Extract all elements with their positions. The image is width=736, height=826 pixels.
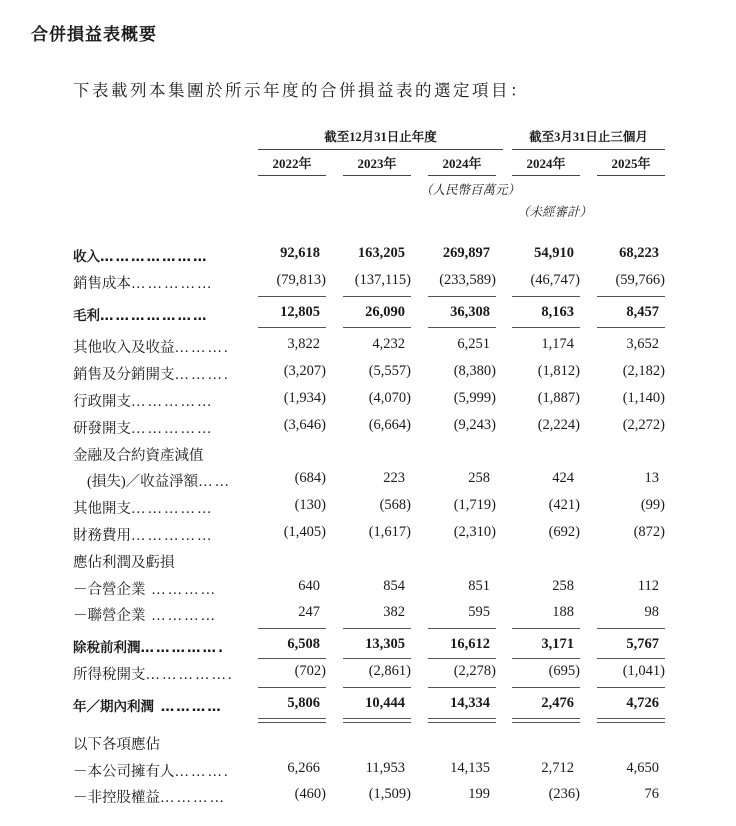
row-label-text: －非控股權益 [73,790,160,806]
table-row [73,604,673,628]
row-label [73,304,253,324]
subtotal-rule [343,327,411,328]
row-label [73,444,253,465]
cell-value: (2,278) [453,663,496,679]
row-label [73,636,253,656]
row-label [73,663,253,684]
table-row [73,524,673,548]
total-double-rule [343,718,411,723]
total-double-rule [597,718,665,723]
cell-value: 3,652 [626,336,659,352]
section-title: 合併損益表概要 [31,25,157,45]
cell-value: 8,163 [541,304,574,320]
leader-dots: …………… [131,528,214,544]
row-label-text: －合營企業 [73,582,146,598]
cell-value: (9,243) [453,417,496,433]
subtotal-rule [597,687,665,688]
cell-value: 68,223 [619,245,659,261]
row-label [73,760,253,781]
cell-value: (1,934) [283,390,326,406]
cell-value: 13,305 [365,636,405,652]
leader-dots: ……………. [140,640,226,656]
cell-value: 98 [644,604,659,620]
table-row [73,578,673,602]
leader-dots: ………… [145,582,218,598]
cell-value: (568) [379,497,411,513]
row-label-text: 所得稅開支 [73,667,146,683]
cell-value: (1,617) [368,524,411,540]
cell-value: 14,334 [450,695,490,711]
cell-value: 424 [552,470,574,486]
cell-value: 640 [298,578,320,594]
cell-value: 3,822 [287,336,320,352]
cell-value: 36,308 [450,304,490,320]
cell-value: 10,444 [365,695,405,711]
row-label [73,695,253,715]
subtotal-rule [597,658,665,659]
subtotal-rule [597,327,665,328]
row-label-text: 財務費用 [73,528,131,544]
cell-value: 223 [383,470,405,486]
row-label [73,336,253,357]
cell-value: 112 [637,578,659,594]
table-row [73,304,673,328]
table-row [73,695,673,719]
cell-value: (4,070) [368,390,411,406]
row-label [73,363,253,384]
row-label [73,524,253,545]
cell-value: 8,457 [626,304,659,320]
cell-value: (2,224) [537,417,580,433]
row-label-text: 收入 [73,249,100,265]
cell-value: 13 [644,470,659,486]
cell-value: 199 [468,786,490,802]
row-label [73,551,253,572]
cell-value: 92,618 [280,245,320,261]
leader-dots: …… [198,474,232,490]
row-label-text: 其他開支 [73,501,131,517]
row-label [73,578,253,599]
row-label [73,245,253,265]
cell-value: (2,182) [622,363,665,379]
total-double-rule [512,718,580,723]
column-header-2025-q1: 2025年 [597,153,665,176]
row-label-text: 除稅前利潤 [73,640,141,656]
header-group-quarter: 截至3月31日止三個月 [512,127,665,150]
cell-value: (6,664) [368,417,411,433]
cell-value: 11,953 [365,760,405,776]
subtotal-rule [512,687,580,688]
leader-dots: …………… [131,501,214,517]
table-row [73,760,673,784]
cell-value: 4,650 [626,760,659,776]
total-double-rule [258,718,326,723]
column-header-2024-q1: 2024年 [512,153,580,176]
cell-value: 5,767 [626,636,659,652]
cell-value: (233,589) [439,272,496,288]
cell-value: 5,806 [287,695,320,711]
cell-value: (684) [294,470,326,486]
cell-value: 3,171 [541,636,574,652]
cell-value: (3,207) [283,363,326,379]
subtotal-rule [428,327,496,328]
cell-value: (99) [640,497,665,513]
cell-value: 14,135 [450,760,490,776]
table-row [73,733,673,757]
cell-value: (8,380) [453,363,496,379]
row-label [73,390,253,411]
subtotal-rule [258,628,326,629]
cell-value: 269,897 [442,245,490,261]
table-row [73,551,673,575]
cell-value: (702) [294,663,326,679]
cell-value: (460) [294,786,326,802]
row-label [73,786,253,807]
leader-dots: ………………… [100,249,209,265]
cell-value: (1,719) [453,497,496,513]
subtotal-rule [343,296,411,297]
subtotal-rule [343,658,411,659]
row-label-text: －本公司擁有人 [73,764,175,780]
row-label-text: 其他收入及收益 [73,340,175,356]
cell-value: 247 [298,604,320,620]
table-row [73,636,673,660]
header-group-year: 截至12月31日止年度 [258,127,503,150]
subtotal-rule [512,327,580,328]
cell-value: 76 [644,786,659,802]
cell-value: 595 [468,604,490,620]
table-row [73,245,673,269]
leader-dots: ………… [160,790,226,806]
row-label-text: (損失)／收益淨額 [87,474,199,490]
leader-dots: ………… [145,608,218,624]
table-row [73,272,673,296]
cell-value: 258 [468,470,490,486]
row-label [73,497,253,518]
cell-value: 6,251 [457,336,490,352]
row-label-text: 以下各項應佔 [73,737,160,753]
leader-dots: ………. [174,367,230,383]
subtotal-rule [428,658,496,659]
cell-value: 382 [383,604,405,620]
subtotal-rule [343,628,411,629]
table-row [73,444,673,468]
cell-value: (1,140) [622,390,665,406]
subtotal-rule [597,296,665,297]
cell-value: 188 [552,604,574,620]
cell-value: (5,999) [453,390,496,406]
table-row [73,390,673,414]
cell-value: (1,887) [537,390,580,406]
leader-dots: …………… [131,276,214,292]
cell-value: 2,712 [541,760,574,776]
table-row [73,363,673,387]
cell-value: 54,910 [534,245,574,261]
table-row [73,417,673,441]
currency-unit-note: （人民幣百萬元） [420,183,521,197]
table-row [73,786,673,810]
cell-value: 6,266 [287,760,320,776]
table-row [73,336,673,360]
subtotal-rule [597,628,665,629]
cell-value: 4,232 [372,336,405,352]
subtotal-rule [512,296,580,297]
cell-value: (59,766) [615,272,665,288]
total-double-rule [428,718,496,723]
subtotal-rule [258,658,326,659]
row-label-text: －聯營企業 [73,608,146,624]
row-label-text: 金融及合約資產減值 [73,448,204,464]
row-label-text: 銷售及分銷開支 [73,367,175,383]
cell-value: 4,726 [626,695,659,711]
cell-value: (5,557) [368,363,411,379]
table-row [73,663,673,687]
subtotal-rule [428,628,496,629]
subtotal-rule [428,296,496,297]
column-header-2023: 2023年 [343,153,411,176]
column-header-2024: 2024年 [428,153,496,176]
leader-dots: ………. [174,340,230,356]
row-label [73,733,253,754]
row-label [73,417,253,438]
unaudited-note: （未經審計） [517,205,593,219]
cell-value: 258 [552,578,574,594]
table-row [73,497,673,521]
subtotal-rule [512,628,580,629]
cell-value: (695) [548,663,580,679]
cell-value: (1,041) [622,663,665,679]
cell-value: (692) [548,524,580,540]
row-label-text: 研發開支 [73,421,131,437]
cell-value: 12,805 [280,304,320,320]
cell-value: 16,612 [450,636,490,652]
subtotal-rule [343,687,411,688]
leader-dots: …………… [131,421,214,437]
subtotal-rule [512,658,580,659]
cell-value: 854 [383,578,405,594]
cell-value: (46,747) [530,272,580,288]
row-label-text: 年／期內利潤 [73,699,154,715]
cell-value: (130) [294,497,326,513]
table-row [73,470,673,494]
cell-value: 851 [468,578,490,594]
subtotal-rule [258,296,326,297]
leader-dots: …………… [131,394,214,410]
leader-dots: ………. [174,764,230,780]
column-header-2022: 2022年 [258,153,326,176]
cell-value: 2,476 [541,695,574,711]
row-label [73,470,253,491]
leader-dots: ……………. [145,667,234,683]
cell-value: 6,508 [287,636,320,652]
cell-value: (2,310) [453,524,496,540]
cell-value: (1,509) [368,786,411,802]
row-label-text: 毛利 [73,308,100,324]
row-label-text: 銷售成本 [73,276,131,292]
cell-value: (236) [548,786,580,802]
leader-dots: ………………… [100,308,209,324]
cell-value: 163,205 [357,245,405,261]
cell-value: (421) [548,497,580,513]
subtotal-rule [258,687,326,688]
cell-value: 1,174 [541,336,574,352]
row-label-text: 應佔利潤及虧損 [73,555,175,571]
cell-value: (1,405) [283,524,326,540]
cell-value: (79,813) [276,272,326,288]
intro-text: 下表載列本集團於所示年度的合併損益表的選定項目： [73,81,529,100]
subtotal-rule [428,687,496,688]
cell-value: (2,272) [622,417,665,433]
cell-value: (872) [633,524,665,540]
cell-value: (137,115) [354,272,411,288]
cell-value: 26,090 [365,304,405,320]
subtotal-rule [258,327,326,328]
cell-value: (3,646) [283,417,326,433]
leader-dots: ………… [154,699,223,715]
cell-value: (2,861) [368,663,411,679]
row-label [73,604,253,625]
cell-value: (1,812) [537,363,580,379]
row-label [73,272,253,293]
row-label-text: 行政開支 [73,394,131,410]
